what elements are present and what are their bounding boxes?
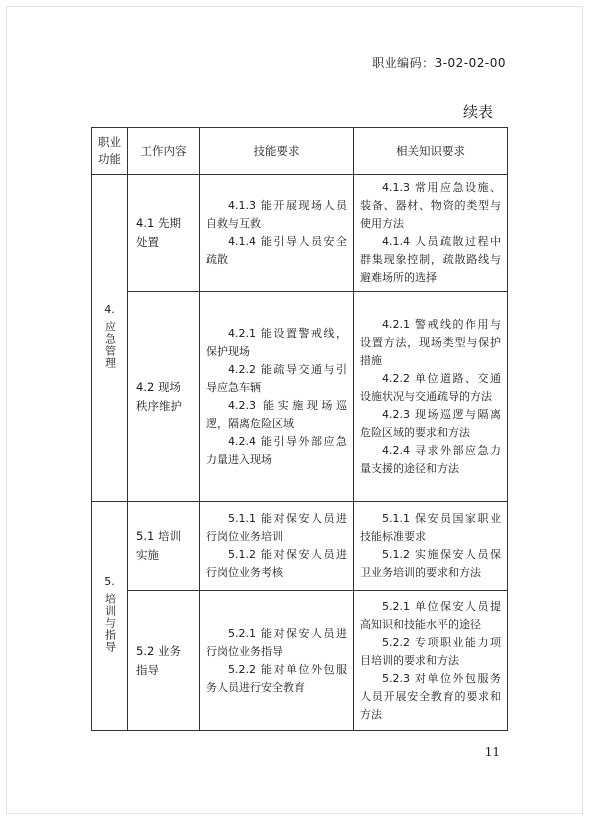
header-knowledge-requirements: 相关知识要求	[354, 128, 508, 175]
skill-item: 5.2.2 能对单位外包服务人员进行安全教育	[206, 662, 347, 694]
work-content-line: 指导	[136, 662, 159, 677]
skill-item: 4.1.4 能引导人员安全疏散	[206, 235, 347, 266]
work-content-line: 处置	[136, 235, 159, 249]
knowledge-item: 5.1.2 实施保安人员保卫业务培训的要求和方法	[360, 548, 501, 579]
skills-cell	[200, 502, 354, 591]
table-row	[92, 591, 508, 731]
function-label: 培训与指导	[103, 593, 117, 653]
knowledge-cell	[354, 502, 508, 591]
knowledge-item: 4.2.1 警戒线的作用与设置方法，现场类型与保护措施	[360, 317, 501, 367]
skill-item: 4.2.3 能实施现场巡逻，隔离危险区域	[206, 398, 347, 430]
work-content-line: 4.2 现场	[136, 379, 181, 394]
function-cell-training	[92, 502, 128, 731]
table-row	[92, 502, 508, 591]
knowledge-item: 4.1.4 人员疏散过程中群集现象控制，疏散路线与避难场所的选择	[360, 235, 501, 284]
table-header-row	[92, 128, 508, 175]
occupation-code: 职业编码：3-02-02-00	[372, 56, 506, 70]
work-content-cell	[128, 502, 200, 591]
work-content-cell	[128, 175, 200, 292]
work-content-line: 5.1 培训	[136, 529, 181, 543]
header-function	[92, 128, 128, 175]
skill-item: 4.2.4 能引导外部应急力量进入现场	[206, 434, 347, 466]
header-work-content: 工作内容	[128, 128, 200, 175]
knowledge-cell	[354, 292, 508, 502]
knowledge-item: 4.1.3 常用应急设施、装备、器材、物资的类型与使用方法	[360, 181, 501, 230]
skill-requirements-table	[91, 127, 508, 731]
knowledge-cell	[354, 591, 508, 731]
knowledge-item: 5.1.1 保安员国家职业技能标准要求	[360, 512, 501, 543]
skill-item: 5.1.2 能对保安人员进行岗位业务考核	[206, 548, 347, 579]
table-row	[92, 175, 508, 292]
header-function-line1: 职业	[98, 135, 121, 149]
knowledge-item: 5.2.1 单位保安人员提高知识和技能水平的途径	[360, 599, 501, 631]
work-content-line: 秩序维护	[136, 398, 182, 413]
knowledge-item: 5.2.2 专项职业能力项目培训的要求和方法	[360, 635, 501, 667]
work-content-line: 5.2 业务	[136, 643, 181, 658]
function-label: 应急管理	[103, 321, 117, 369]
work-content-cell	[128, 591, 200, 731]
header-skill-requirements: 技能要求	[200, 128, 354, 175]
table-row	[92, 292, 508, 502]
skill-item: 4.2.2 能疏导交通与引导应急车辆	[206, 362, 347, 394]
skill-item: 5.2.1 能对保安人员进行岗位业务指导	[206, 626, 347, 658]
skills-cell	[200, 591, 354, 731]
work-content-line: 4.1 先期	[136, 216, 181, 230]
skill-item: 4.2.1 能设置警戒线，保护现场	[206, 326, 347, 358]
knowledge-cell	[354, 175, 508, 292]
skills-cell	[200, 175, 354, 292]
knowledge-item: 4.2.3 现场巡逻与隔离危险区域的要求和方法	[360, 407, 501, 439]
skills-cell	[200, 292, 354, 502]
knowledge-item: 4.2.2 单位道路、交通设施状况与交通疏导的方法	[360, 371, 501, 403]
knowledge-item: 5.2.3 对单位外包服务人员开展安全教育的要求和方法	[360, 671, 501, 721]
work-content-line: 实施	[136, 548, 159, 562]
skill-item: 5.1.1 能对保安人员进行岗位业务培训	[206, 512, 347, 543]
function-number: 4.	[104, 303, 115, 316]
work-content-cell	[128, 292, 200, 502]
function-cell-emergency	[92, 175, 128, 502]
header-function-line2: 功能	[98, 152, 121, 166]
function-number: 5.	[104, 575, 115, 588]
continued-table-title: 续表	[462, 103, 493, 121]
page-number: 11	[484, 745, 500, 759]
knowledge-item: 4.2.4 寻求外部应急力量支援的途径和方法	[360, 443, 501, 475]
skill-item: 4.1.3 能开展现场人员自救与互救	[206, 199, 347, 230]
